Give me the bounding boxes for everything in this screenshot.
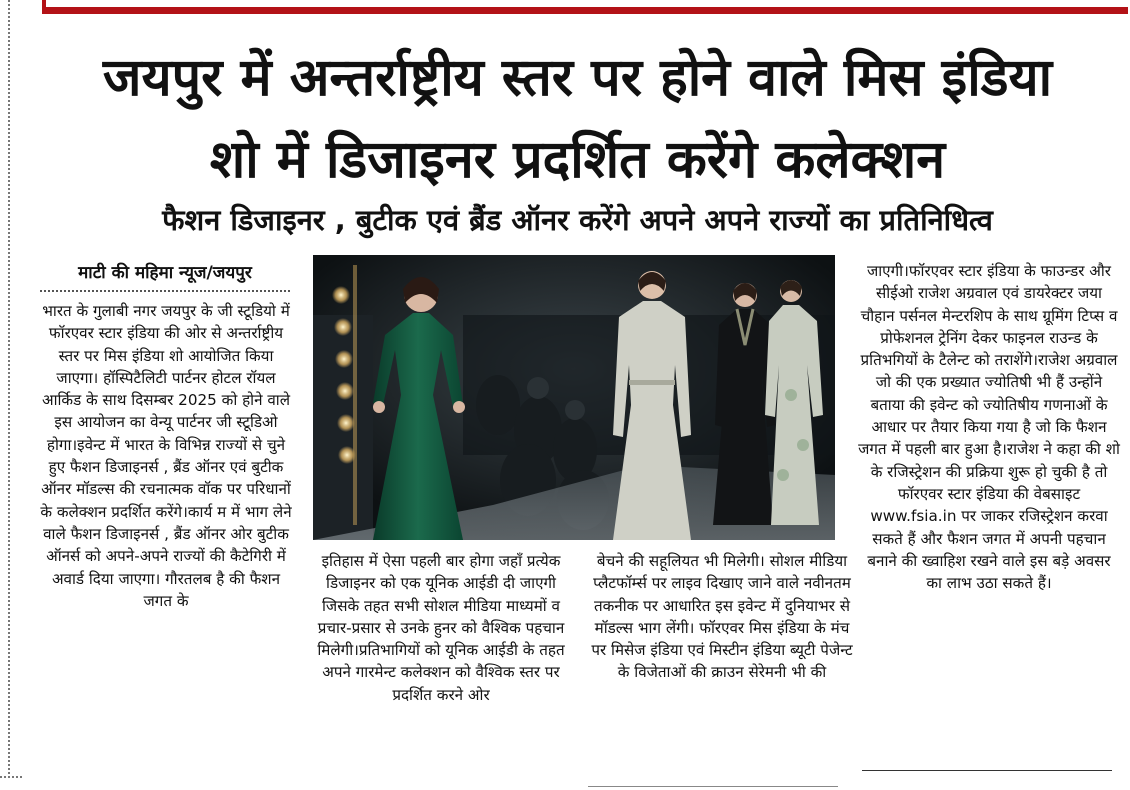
red-top-frame [42,0,1128,14]
article-column-1: भारत के गुलाबी नगर जयपुर के जी स्टूडियो में फॉरएवर स्टार इंडिया की ओर से अन्तर्राष्ट्रीय स्तर पर मिस इंडिया शो आयोजित किया जाएगा। हॉस्पिटैलिटी पार्टनर होटल रॉयल आर्किड के साथ दिसम्बर 2025 को होने वाले इस आयोजन का वेन्यू पार्टनर जी स्टूडिओ होगा।इवेन्ट में भारत के विभिन्न राज्यों से चुने हुए फैशन डिजाइनर्स , ब्रैंड ऑनर एवं बुटीक ऑनर मॉडल्स की रचनात्मक वॉक पर परिधानों के कलेक्शन प्रदर्शित करेंगे।कार्य म में भाग लेने वाले फैशन डिजाइनर्स , ब्रैंड ऑनर ओर बुटीक ऑनर्स को अपने-अपने राज्यों की कैटेगिरी में अवार्ड दिया जाएगा। गौरतलब है की फैशन जगत के [40,302,292,610]
column-end-rule [862,770,1112,771]
article-column-4: जाएगी।फॉरएवर स्टार इंडिया के फाउन्डर और सीईओ राजेश अग्रवाल एवं डायरेक्टर जया चौहान पर्सनल मेन्टरशिप के साथ ग्रूमिंग टिप्स व प्रोफेशनल ट्रेनिंग देकर फाइनल राउन्ड के प्रतिभगियों के टैलेन्ट को तराशेंगे।राजेश अग्रवाल जो की एक प्रख्यात ज्योतिषी भी हैं उन्होंने बताया की इवेन्ट को ज्योतिषीय गणनाओं के आधार पर तैयार किया गया है जो कि फैशन जगत में पहली बार हुआ है।राजेश ने कहा की शो के रजिस्ट्रेशन की प्रक्रिया शुरू हो चुकी है तो फॉरएवर स्टार इंडिया की वेबसाइट www.fsia.in पर जाकर रजिस्ट्रेशन करवा सकते हैं और फैशन जगत में अपनी पहचान बनाने की ख्वाहिश रखने वाले इस बड़े अवसर का लाभ उठा सकते हैं। [858,262,1120,593]
left-dotted-border [8,0,10,778]
bottom-dotted-border [0,776,22,778]
article-column-2: इतिहास में ऐसा पहली बार होगा जहाँ प्रत्येक डिजाइनर को एक यूनिक आईडी दी जाएगी जिसके तहत सभी सोशल मीडिया माध्यमों व प्रचार-प्रसार से उनके हुनर को वैश्विक पहचान मिलेगी।प्रतिभागियों को यूनिक आईडी के तहत अपने गारमेन्ट कलेक्शन को वैश्विक स्तर पर प्रदर्शित करने ओर [317,552,565,704]
byline-divider [40,290,290,292]
headline-line-1: जयपुर में अन्तर्राष्ट्रीय स्तर पर होने वाले मिस इंडिया [102,48,1053,108]
subheadline: फैशन डिजाइनर , बुटीक एवं ब्रैंड ऑनर करेंगे अपने अपने राज्यों का प्रतिनिधित्व [162,203,993,237]
byline: माटी की महिमा न्यूज/जयपुर [78,263,252,283]
runway-photo [313,255,835,540]
bottom-rule [588,786,838,787]
headline-line-2: शो में डिजाइनर प्रदर्शित करेंगे कलेक्शन [209,130,946,190]
article-column-3: बेचने की सहूलियत भी मिलेगी। सोशल मीडिया प्लैटफॉर्म्स पर लाइव दिखाए जाने वाले नवीनतम तकनीक पर आधारित इस इवेन्ट में दुनियाभर से मॉडल्स भाग लेंगी। फॉरएवर मिस इंडिया के मंच पर मिसेज इंडिया एवं मिस्टीन इंडिया ब्यूटी पेजेन्ट के विजेताओं की क्राउन सेरेमनी भी की [591,552,853,682]
runway-illustration [313,255,835,540]
